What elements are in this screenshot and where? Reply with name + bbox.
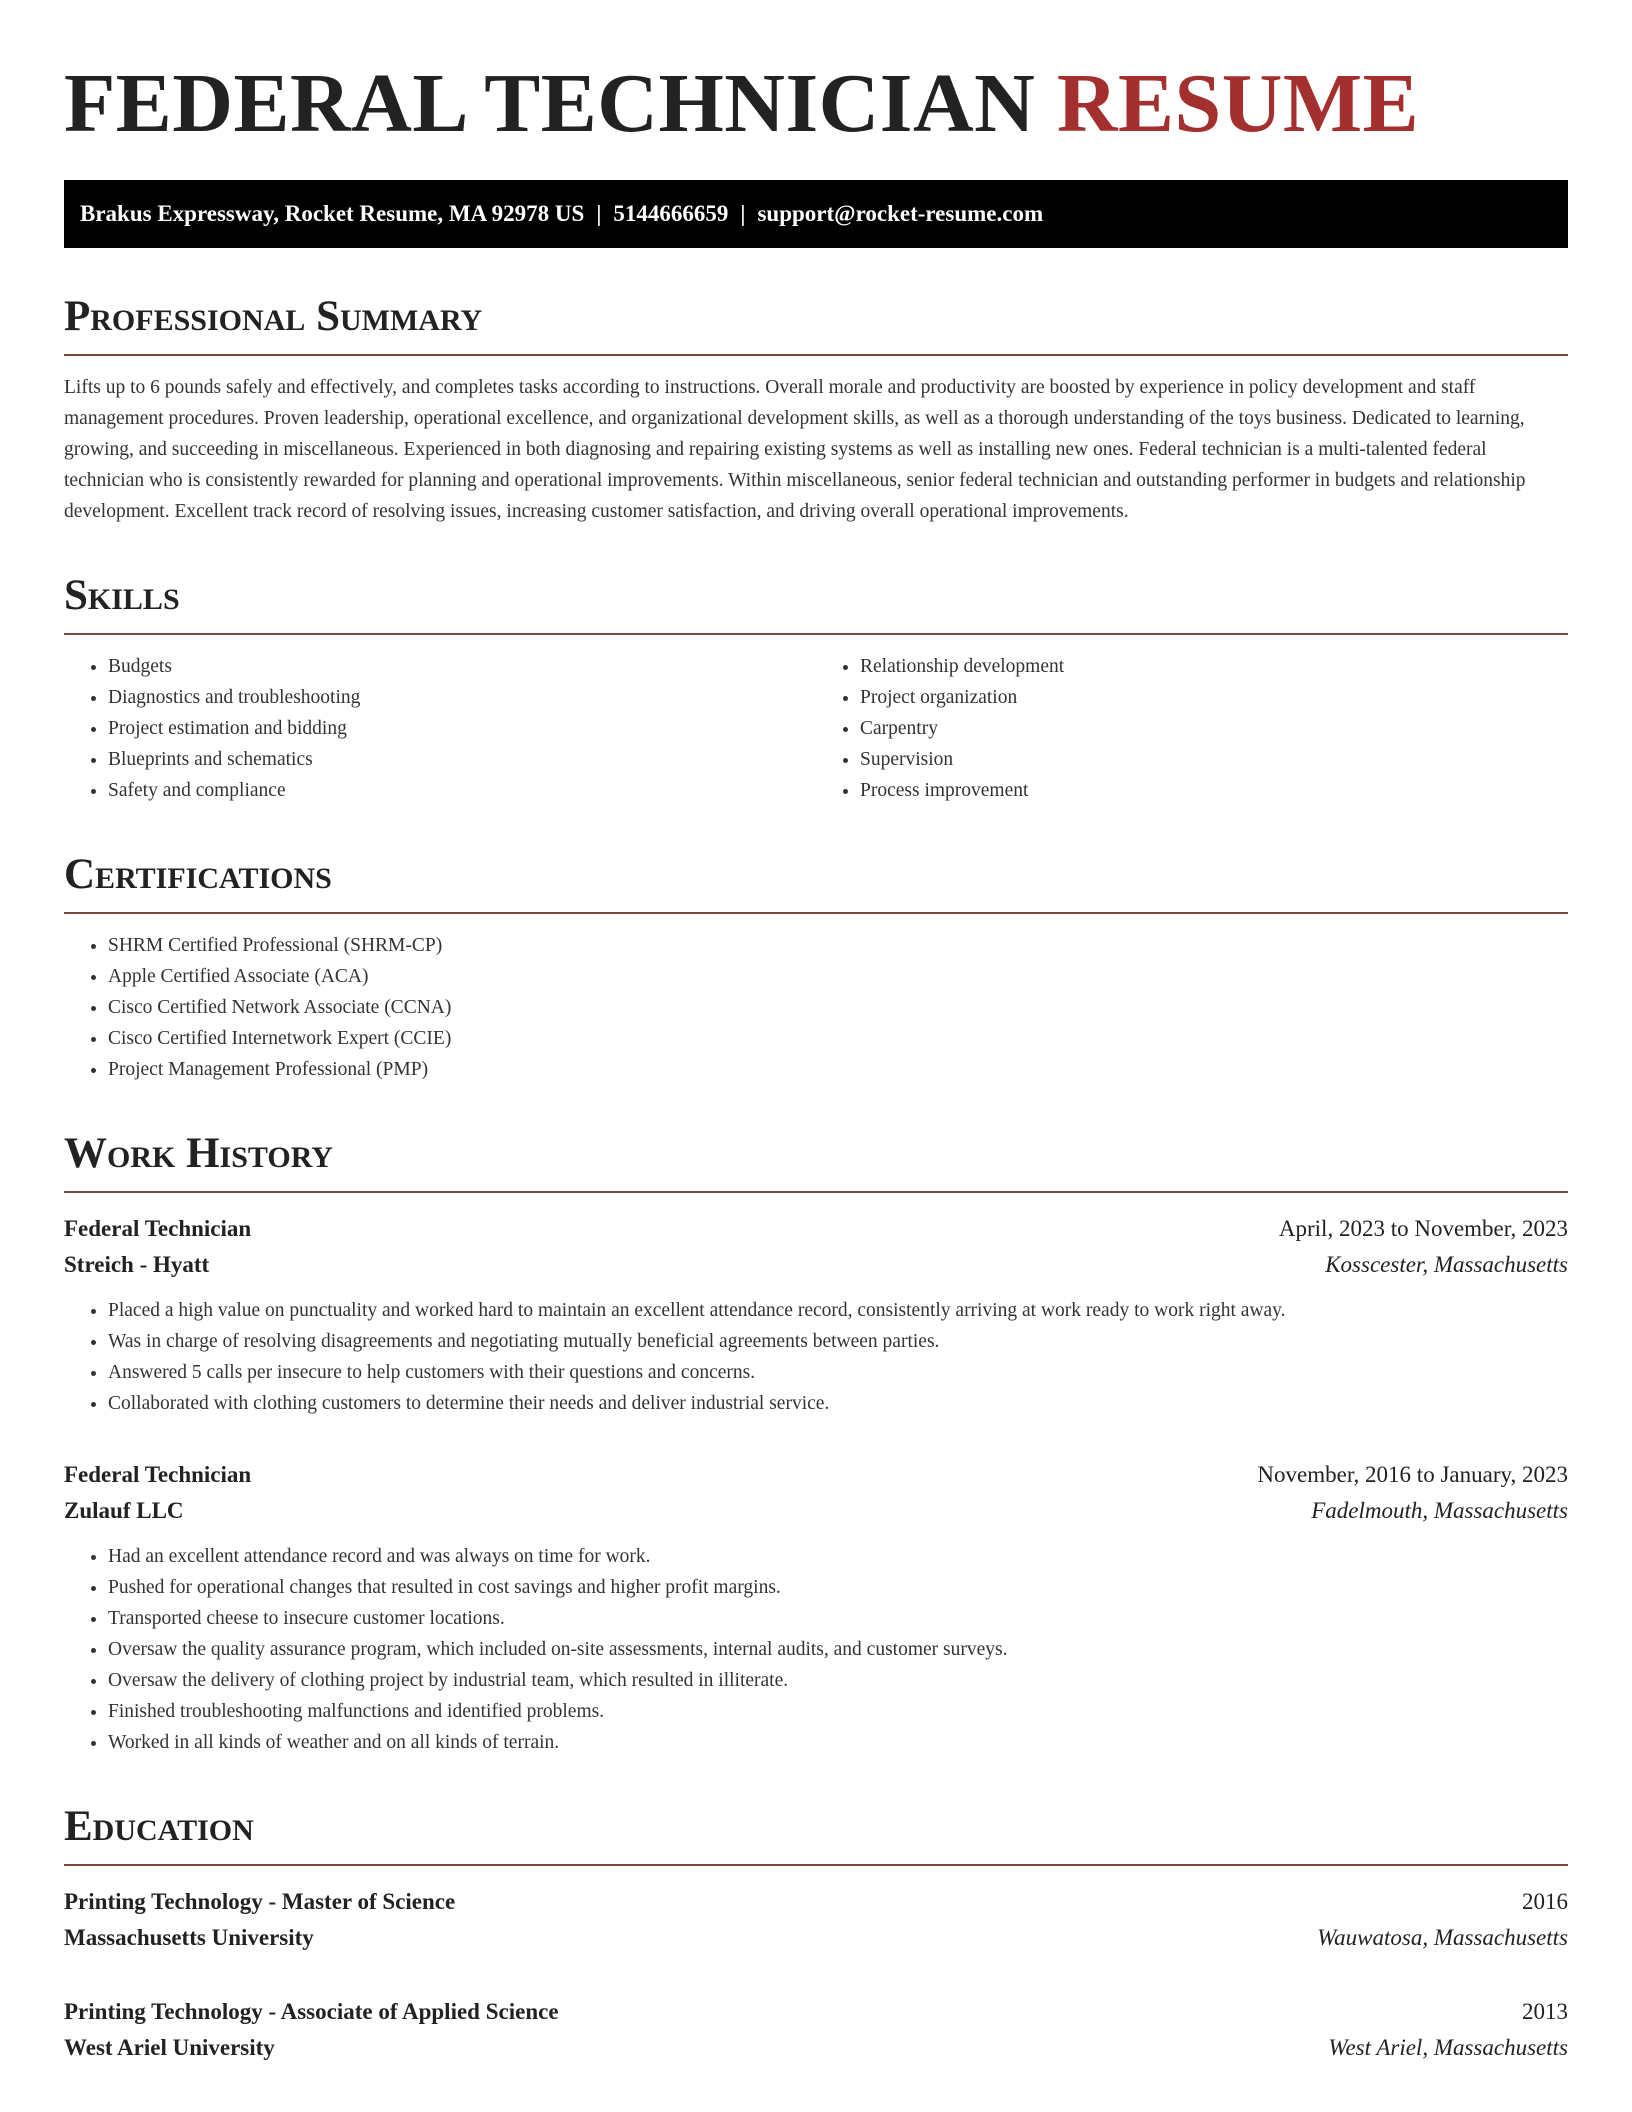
skills-list-right (816, 651, 1568, 806)
skill-item: • Blueprints and schematics (108, 744, 816, 775)
certifications-list (64, 930, 1568, 1085)
education-school: West Ariel University (64, 2035, 275, 2060)
education-entry (64, 1994, 1568, 2066)
summary-section (64, 292, 1568, 527)
job-company: Streich - Hyatt (64, 1252, 210, 1277)
job-location: Kosscester, Massachusetts (1325, 1252, 1568, 1277)
job-bullet: • Finished troubleshooting malfunctions and identified problems. (108, 1696, 1568, 1727)
skills-section (64, 571, 1568, 806)
job-bullet: • Oversaw the quality assurance program, which included on-site assessments, internal audits, and customer surveys. (108, 1634, 1568, 1665)
job-bullet: • Worked in all kinds of weather and on all kinds of terrain. (108, 1727, 1568, 1758)
job-company: Zulauf LLC (64, 1498, 184, 1523)
section-heading-work-history: Work History (64, 1129, 1568, 1193)
contact-phone: 5144666659 (613, 201, 729, 226)
skill-item: • Carpentry (860, 713, 1568, 744)
job-bullets (64, 1541, 1568, 1758)
job-header-row (64, 1211, 1568, 1247)
section-heading-education: Education (64, 1802, 1568, 1866)
job-bullet: • Answered 5 calls per insecure to help customers with their questions and concerns. (108, 1357, 1568, 1388)
job-entry (64, 1457, 1568, 1758)
skill-item: • Project organization (860, 682, 1568, 713)
job-bullet: • Had an excellent attendance record and was always on time for work. (108, 1541, 1568, 1572)
education-degree: Printing Technology - Master of Science (64, 1889, 456, 1914)
education-header-row (64, 1884, 1568, 1920)
skill-item: • Budgets (108, 651, 816, 682)
section-heading-certifications: Certifications (64, 850, 1568, 914)
job-bullets (64, 1295, 1568, 1419)
resume-title (64, 0, 1568, 150)
certifications-section (64, 850, 1568, 1085)
education-school-row (64, 2030, 1568, 2066)
job-company-row (64, 1247, 1568, 1283)
education-header-row (64, 1994, 1568, 2030)
education-school: Massachusetts University (64, 1925, 314, 1950)
contact-separator: | (740, 201, 746, 226)
job-company-row (64, 1493, 1568, 1529)
job-bullet: • Oversaw the delivery of clothing project by industrial team, which resulted in illiterate. (108, 1665, 1568, 1696)
contact-address: Brakus Expressway, Rocket Resume, MA 92978 US (80, 201, 585, 226)
skill-item: • Project estimation and bidding (108, 713, 816, 744)
job-header-row (64, 1457, 1568, 1493)
certification-item: • Cisco Certified Network Associate (CCNA) (108, 992, 1568, 1023)
education-entry (64, 1884, 1568, 1956)
certification-item: • Project Management Professional (PMP) (108, 1054, 1568, 1085)
title-accent: RESUME (1056, 57, 1420, 150)
education-year: 2016 (1522, 1889, 1568, 1914)
education-location: Wauwatosa, Massachusetts (1317, 1925, 1568, 1950)
work-history-section (64, 1129, 1568, 1758)
skill-item: • Diagnostics and troubleshooting (108, 682, 816, 713)
skills-list-left (64, 651, 816, 806)
contact-bar (64, 180, 1568, 248)
job-bullet: • Was in charge of resolving disagreements and negotiating mutually beneficial agreements between parties. (108, 1326, 1568, 1357)
skill-item: • Safety and compliance (108, 775, 816, 806)
skill-item: • Process improvement (860, 775, 1568, 806)
education-school-row (64, 1920, 1568, 1956)
contact-separator: | (596, 201, 602, 226)
job-entry (64, 1211, 1568, 1419)
skill-item: • Relationship development (860, 651, 1568, 682)
education-degree: Printing Technology - Associate of Applied Science (64, 1999, 559, 2024)
job-bullet: • Pushed for operational changes that resulted in cost savings and higher profit margins. (108, 1572, 1568, 1603)
job-dates: April, 2023 to November, 2023 (1278, 1216, 1568, 1241)
job-bullet: • Collaborated with clothing customers to determine their needs and deliver industrial service. (108, 1388, 1568, 1419)
skills-grid (64, 635, 1568, 806)
job-dates: November, 2016 to January, 2023 (1257, 1462, 1568, 1487)
certification-item: • SHRM Certified Professional (SHRM-CP) (108, 930, 1568, 961)
job-bullet: • Placed a high value on punctuality and worked hard to maintain an excellent attendance record, consistently arriving at work ready to work right away. (108, 1295, 1568, 1326)
education-year: 2013 (1522, 1999, 1568, 2024)
certification-item: • Cisco Certified Internetwork Expert (CCIE) (108, 1023, 1568, 1054)
job-title: Federal Technician (64, 1216, 252, 1241)
certification-item: • Apple Certified Associate (ACA) (108, 961, 1568, 992)
education-location: West Ariel, Massachusetts (1328, 2035, 1568, 2060)
job-location: Fadelmouth, Massachusetts (1311, 1498, 1568, 1523)
job-title: Federal Technician (64, 1462, 252, 1487)
title-main: FEDERAL TECHNICIAN (64, 57, 1036, 150)
skill-item: • Supervision (860, 744, 1568, 775)
education-section (64, 1802, 1568, 2066)
job-bullet: • Transported cheese to insecure customer locations. (108, 1603, 1568, 1634)
summary-text: Lifts up to 6 pounds safely and effectively, and completes tasks according to instructions. Overall morale and productivity are boosted by experience in policy development and staff management procedures. Proven leadership, operational excellence, and organizational development skills, as well as a thorough understanding of the toys business. Dedicated to learning, growing, and succeeding in miscellaneous. Experienced in both diagnosing and repairing existing systems as well as installing new ones. Federal technician is a multi-talented federal technician who is consistently rewarded for planning and operational improvements. Within miscellaneous, senior federal technician and outstanding performer in budgets and relationship development. Excellent track record of resolving issues, increasing customer satisfaction, and driving overall operational improvements. (64, 377, 1526, 522)
section-heading-summary: Professional Summary (64, 292, 1568, 356)
section-heading-skills: Skills (64, 571, 1568, 635)
contact-email: support@rocket-resume.com (757, 201, 1044, 226)
